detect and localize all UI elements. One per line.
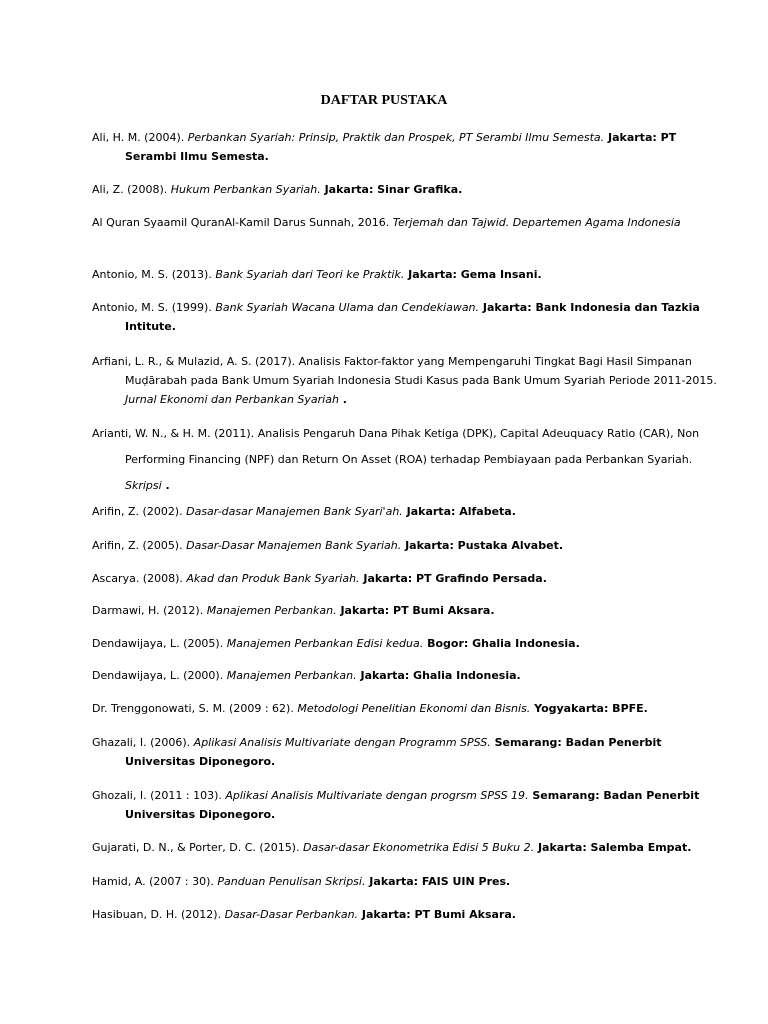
page-title: DAFTAR PUSTAKA bbox=[320, 93, 448, 108]
reference-entry-ghozali-2011 bbox=[92, 786, 725, 824]
reference-entry-al-quran bbox=[92, 210, 725, 236]
reference-title: Dasar-dasar Manajemen Bank Syari'ah. bbox=[186, 505, 403, 518]
reference-title: Manajemen Perbankan. bbox=[226, 669, 357, 682]
reference-entry-gujarati-2015 bbox=[92, 838, 725, 857]
reference-entry-dendawijaya-2000 bbox=[92, 666, 725, 685]
reference-publisher: Yogyakarta: BPFE. bbox=[530, 702, 648, 715]
reference-entry-antonio-1999 bbox=[92, 298, 725, 336]
reference-publisher: Jakarta: Bank Indonesia dan Tazkia Intitute. bbox=[125, 301, 700, 333]
reference-author: Ghazali, I. (2006). bbox=[92, 736, 194, 749]
reference-entry-antonio-2013 bbox=[92, 265, 725, 284]
reference-entry-ali-2004 bbox=[92, 128, 725, 166]
reference-entry-ghazali-2006 bbox=[92, 733, 725, 771]
reference-entry-hamid-2007 bbox=[92, 872, 725, 891]
reference-entry-hasibuan-2012 bbox=[92, 905, 725, 924]
reference-entry-ali-2008 bbox=[92, 180, 725, 199]
reference-author: Dendawijaya, L. (2005). bbox=[92, 637, 227, 650]
reference-author: Ghozali, I. (2011 : 103). bbox=[92, 789, 226, 802]
reference-title: Dasar-Dasar Manajemen Bank Syariah. bbox=[186, 539, 402, 552]
reference-title: Manajemen Perbankan Edisi kedua. bbox=[226, 637, 424, 650]
reference-publisher: Jakarta: PT Bumi Aksara. bbox=[336, 604, 495, 617]
reference-publisher: Jakarta: PT Serambi Ilmu Semesta. bbox=[125, 131, 677, 163]
reference-title: Aplikasi Analisis Multivariate dengan Programm SPSS. bbox=[193, 736, 491, 749]
reference-title: Metodologi Penelitian Ekonomi dan Bisnis. bbox=[297, 702, 531, 715]
reference-title: Bank Syariah dari Teori ke Praktik. bbox=[215, 268, 405, 281]
reference-entry-dendawijaya-2005 bbox=[92, 634, 725, 653]
reference-title: Dasar-dasar Ekonometrika Edisi 5 Buku 2. bbox=[302, 841, 535, 854]
reference-publisher: Jakarta: Sinar Grafika. bbox=[320, 183, 463, 196]
reference-author: Arifin, Z. (2005). bbox=[92, 539, 187, 552]
reference-publisher: Jakarta: Salemba Empat. bbox=[534, 841, 692, 854]
reference-publisher: Jakarta: Gema Insani. bbox=[404, 268, 542, 281]
reference-author: Antonio, M. S. (2013). bbox=[92, 268, 216, 281]
reference-publisher: Bogor: Ghalia Indonesia. bbox=[423, 637, 580, 650]
reference-title: Jurnal Ekonomi dan Perbankan Syariah bbox=[125, 393, 339, 406]
reference-title: Dasar-Dasar Perbankan. bbox=[224, 908, 359, 921]
reference-author: Arfiani, L. R., & Mulazid, A. S. (2017). Analisis Faktor-faktor yang Mempengaruhi Tingkat Bagi Hasil Simpanan Muḍārabah pada Bank Umum Syariah Indonesia Studi Kasus pada Bank Umum Syariah Periode 2011-2015. bbox=[92, 355, 717, 387]
reference-entry-arifin-2002 bbox=[92, 502, 725, 521]
reference-title: Hukum Perbankan Syariah. bbox=[170, 183, 321, 196]
reference-title: Manajemen Perbankan. bbox=[206, 604, 337, 617]
reference-author: Al Quran Syaamil QuranAl-Kamil Darus Sunnah, 2016. bbox=[92, 216, 393, 229]
reference-publisher: . bbox=[338, 393, 347, 406]
reference-author: Ali, H. M. (2004). bbox=[92, 131, 188, 144]
reference-publisher: Jakarta: Ghalia Indonesia. bbox=[356, 669, 521, 682]
reference-entry-arifin-2005 bbox=[92, 536, 725, 555]
reference-author: Arifin, Z. (2002). bbox=[92, 505, 187, 518]
reference-title: Akad dan Produk Bank Syariah. bbox=[186, 572, 360, 585]
reference-publisher: Jakarta: Alfabeta. bbox=[402, 505, 516, 518]
reference-title: Aplikasi Analisis Multivariate dengan progrsm SPSS 19. bbox=[225, 789, 529, 802]
reference-author: Gujarati, D. N., & Porter, D. C. (2015). bbox=[92, 841, 303, 854]
reference-publisher: . bbox=[161, 479, 170, 492]
reference-author: Dendawijaya, L. (2000). bbox=[92, 669, 227, 682]
reference-entry-trenggonowati-2009 bbox=[92, 699, 725, 718]
reference-author: Ascarya. (2008). bbox=[92, 572, 187, 585]
reference-title: Terjemah dan Tajwid. Departemen Agama Indonesia bbox=[392, 216, 681, 229]
reference-title: Panduan Penulisan Skripsi. bbox=[217, 875, 366, 888]
reference-author: Arianti, W. N., & H. M. (2011). Analisis Pengaruh Dana Pihak Ketiga (DPK), Capital Adeuquacy Ratio (CAR), Non Performing Financing (NPF) dan Return On Asset (ROA) terhadap Pembiayaan pada Perbankan Syariah. bbox=[92, 427, 700, 466]
reference-author: Dr. Trenggonowati, S. M. (2009 : 62). bbox=[92, 702, 298, 715]
reference-entry-ascarya-2008 bbox=[92, 569, 725, 588]
reference-author: Hasibuan, D. H. (2012). bbox=[92, 908, 225, 921]
reference-publisher: Jakarta: Pustaka Alvabet. bbox=[401, 539, 564, 552]
reference-entry-darmawi-2012 bbox=[92, 601, 725, 620]
reference-author: Antonio, M. S. (1999). bbox=[92, 301, 216, 314]
reference-title: Perbankan Syariah: Prinsip, Praktik dan Prospek, PT Serambi Ilmu Semesta. bbox=[187, 131, 605, 144]
reference-publisher: Jakarta: FAIS UIN Pres. bbox=[365, 875, 511, 888]
reference-author: Darmawi, H. (2012). bbox=[92, 604, 207, 617]
reference-entry-arfiani-2017 bbox=[92, 352, 725, 409]
reference-entry-arianti-2011 bbox=[92, 421, 725, 499]
reference-publisher: Semarang: Badan Penerbit Universitas Diponegoro. bbox=[125, 789, 700, 821]
reference-title: Skripsi bbox=[125, 479, 162, 492]
reference-author: Ali, Z. (2008). bbox=[92, 183, 171, 196]
reference-publisher: Jakarta: PT Bumi Aksara. bbox=[358, 908, 516, 921]
reference-publisher: Semarang: Badan Penerbit Universitas Diponegoro. bbox=[125, 736, 662, 768]
reference-publisher: Jakarta: PT Grafindo Persada. bbox=[359, 572, 547, 585]
reference-author: Hamid, A. (2007 : 30). bbox=[92, 875, 218, 888]
reference-title: Bank Syariah Wacana Ulama dan Cendekiawan. bbox=[215, 301, 480, 314]
